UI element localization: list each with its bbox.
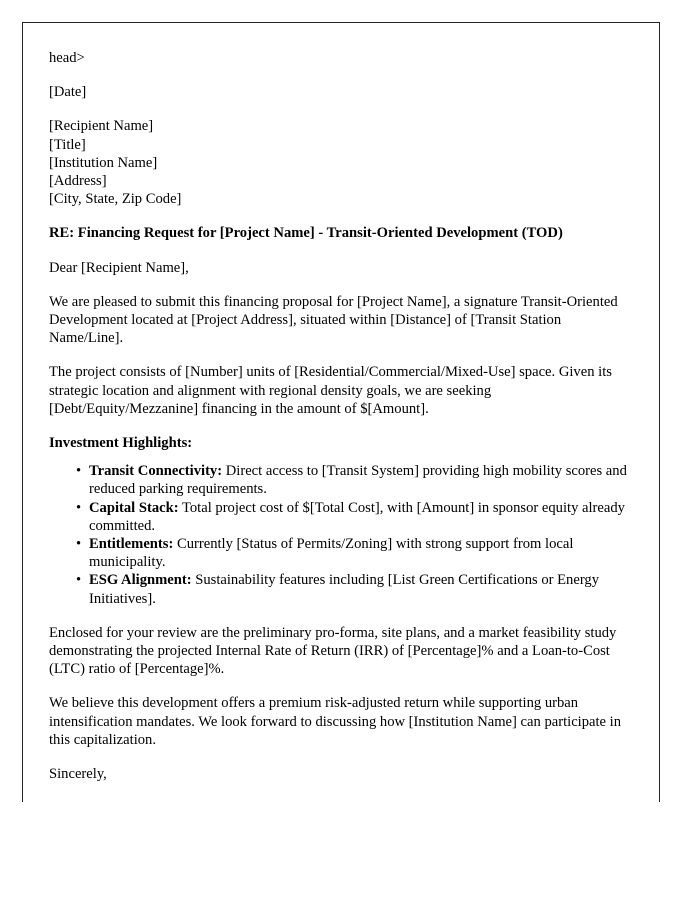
date-placeholder: [Date] <box>49 84 87 101</box>
list-item-text: Sustainability features including [List Green Certifications or Energy Initiatives]. <box>89 572 600 607</box>
bullet-icon: • <box>76 536 82 553</box>
paragraph-intro: We are pleased to submit this financing proposal for [Project Name], a signature Transit-Oriented Development located at [Project Address], situated within [Distance] of [Transit Station Name/Line]. <box>49 293 618 347</box>
stray-html-fragment: head> <box>49 50 85 66</box>
recipient-city-state-zip-line: [City, State, Zip Code] <box>49 191 182 208</box>
signoff: Sincerely, <box>49 766 107 783</box>
paragraph-project-scope: The project consists of [Number] units of [Residential/Commercial/Mixed-Use] space. Given its strategic location and alignment with regional density goals, we are seeking [Debt/Equity/Mezzanine] financing in the amount of $[Amount]. <box>49 364 612 417</box>
bullet-icon: • <box>76 499 82 516</box>
list-item-label: ESG Alignment: <box>89 572 192 589</box>
letter-body <box>49 49 637 799</box>
recipient-name-line: [Recipient Name] <box>49 118 154 135</box>
list-item-text: Direct access to [Transit System] providing high mobility scores and reduced parking requirements. <box>89 463 627 498</box>
list-item <box>49 499 637 535</box>
bullet-icon: • <box>76 463 82 480</box>
list-item <box>49 462 637 498</box>
document-page-frame <box>22 22 660 802</box>
list-item-label: Capital Stack: <box>89 499 179 516</box>
recipient-institution-line: [Institution Name] <box>49 154 158 171</box>
bullet-icon: • <box>76 572 82 589</box>
list-item-label: Transit Connectivity: <box>89 463 223 480</box>
list-item-text: Total project cost of $[Total Cost], with [Amount] in sponsor equity already committed. <box>89 499 625 534</box>
salutation: Dear [Recipient Name], <box>49 259 189 276</box>
paragraph-closing-statement: We believe this development offers a premium risk-adjusted return while supporting urban intensification mandates. We look forward to discussing how [Institution Name] can participate in this capitalization. <box>49 695 622 748</box>
recipient-address-line: [Address] <box>49 173 107 190</box>
list-item-text: Currently [Status of Permits/Zoning] with strong support from local municipality. <box>89 536 574 571</box>
recipient-address-block <box>49 117 637 208</box>
list-item-label: Entitlements: <box>89 536 174 553</box>
investment-highlights-list <box>49 462 637 608</box>
list-item <box>49 571 637 607</box>
list-item <box>49 535 637 571</box>
subject-line: RE: Financing Request for [Project Name] - Transit-Oriented Development (TOD) <box>49 225 563 242</box>
investment-highlights-heading: Investment Highlights: <box>49 435 193 452</box>
paragraph-enclosed-materials: Enclosed for your review are the preliminary pro-forma, site plans, and a market feasibility study demonstrating the projected Internal Rate of Return (IRR) of [Percentage]% and a Loan-to-Cost (LTC) ratio of [Percentage]%. <box>49 624 617 678</box>
recipient-title-line: [Title] <box>49 136 86 153</box>
